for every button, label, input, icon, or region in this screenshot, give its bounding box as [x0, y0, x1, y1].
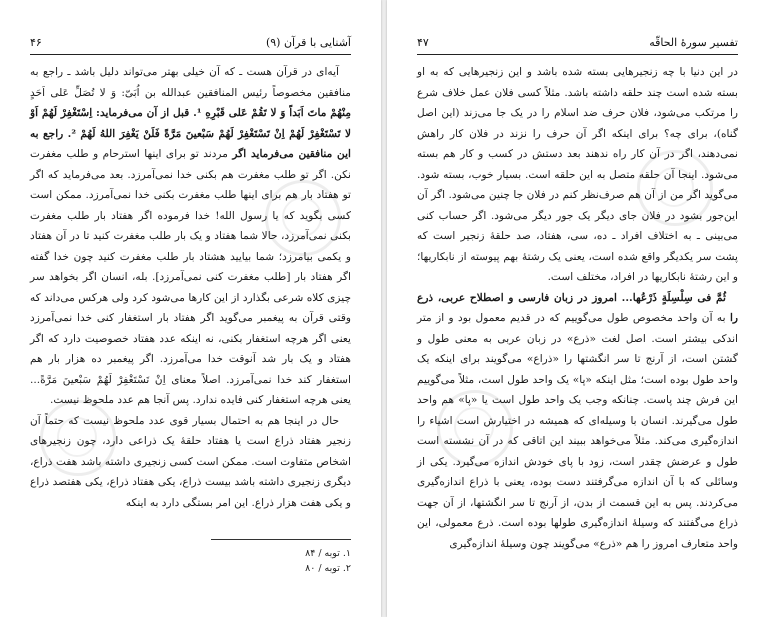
- paragraph: [30, 62, 351, 411]
- text-line: است که پشت سر یکدیگر واقع شده است، یعنی یک رشتهٔ بهم پیوسته از: [417, 230, 739, 263]
- running-title: تفسیر سورهٔ الحاقّه: [649, 36, 738, 49]
- text-line: حال در اینجا هم به احتمال بسیار قوی عدد ملحوظ نیست که حتماً: [44, 414, 339, 427]
- text-line: طول می‌گیرند. انسان با وسیله‌ای که همیشه در اختیارش است اشیاء را: [417, 414, 738, 427]
- text-line: شود. می‌گوید اگر من از آن هم صرف‌نظر کنم در فلان جا چنین می‌شود. اگر: [417, 168, 738, 201]
- text-line: فرش چند پاست. چنانکه وجب یک واحد طول است یا «پا» هم واحد: [417, 394, 720, 406]
- footnote: ۱. توبه / ۸۴: [305, 548, 351, 559]
- text-line: نابکاریها؛ و این رشتهٔ نابکاریها در افراد، مختلف است.: [417, 250, 738, 283]
- text-line: هفت ذراع، دیگری زنجیری داشته باشد بیست ذراع، یکی هفتاد ذراع،: [30, 455, 351, 488]
- page-number: ۴۶: [30, 36, 42, 49]
- footnote: ۲. توبه / ۸۰: [305, 563, 351, 574]
- text-line: وسائلی که با آن اندازه می‌گرفتند دست بوده، یعنی با ذراع اندازه‌گیری: [417, 476, 738, 488]
- footnote-divider: [211, 539, 351, 540]
- page-number: ۴۷: [417, 36, 429, 49]
- page-body: [30, 62, 351, 513]
- page-header: [30, 36, 351, 55]
- right-page: [387, 0, 768, 617]
- page-header: [417, 36, 738, 55]
- text-line: ثُمَّ فی سِلْسِلَةٍ ذَرْعُها... امروز در زبان فارسی و اصطلاح عربی، ذرع را: [417, 291, 738, 324]
- text-line: بسته می‌شود. اینجا آن حلقه متصل به این حلقه است. بسیار خوب، بسته: [417, 148, 738, 181]
- text-line: طلب مغفرت بکنی خدا نمی‌آمرزد. ممکن است کسی بگوید که یا رسول: [30, 189, 351, 222]
- text-line: مِنْهُمْ ماتَ اَبَداً وَ لا تَقُمْ عَلی قَبْرِهِ ¹. قبل از آن می‌فرماید: اِسْتَغْفِرْ لَهُمْ اَوْ لا تَسْتَغْفِرْ لَهُمْ اِنْ: [30, 107, 352, 140]
- text-line: زنجیرهای اشخاص متفاوت است. ممکن است کسی زنجیری داشته باشد: [30, 435, 351, 468]
- text-line: آیه‌ای در قرآن هست ـ که آن خیلی بهتر می‌تواند دلیل باشد ـ راجع: [42, 66, 339, 78]
- text-line: یکی هفتصد ذراع و یکی هفت هزار ذراع. این امر بستگی دارد به اینکه: [30, 476, 351, 509]
- text-line: است، از آرنج تا سر انگشتها را «ذراع» می‌گویند برای اینکه یک واحد: [417, 353, 739, 386]
- text-line: آن زنجیر هفتاد ذراع است یا هفتاد حلقهٔ یک ذراعی دارد، چون: [30, 414, 351, 447]
- text-line: هفتاد و یک بار طلب مغفرت کنید تا در آن هفتاد و یکمی بیامرزد؛ شما: [30, 230, 351, 263]
- text-line: استغفار بکنی، نه اینکه عدد هفتاد خصوصیت دارد که اگر هفتاد و یک: [30, 332, 351, 365]
- text-line: تَسْتَغْفِرْ لَهُمْ سَبْعینَ مَرَّةً فَلَنْ یَغْفِرَ اللهُ لَهُمْ ². راجع به این منافقین می‌فرماید اگر: [30, 127, 351, 160]
- text-line: الله! خدا فرموده اگر هفتاد بار طلب مغفرت بکنی نمی‌آمرزد، حالا شما: [30, 209, 352, 242]
- text-line: به آن واحد مخصوص طول می‌گوییم که در قدیم معمول بود و از متر: [417, 312, 726, 324]
- left-page: [0, 0, 381, 617]
- footnotes: [30, 539, 351, 576]
- text-line: پیغمبر می‌گوید اگر هفتاد بار استغفار کنی خدا نمی‌آمرزد یعنی اگر هرچه: [30, 312, 351, 345]
- text-line: واحد متعارف امروز را هم «ذرع» می‌گویند چون وسیلهٔ اندازه‌گیری: [449, 537, 738, 550]
- text-line: کنی فایده ندارد. پس آنجا هم عدد ملحوظ نیست.: [49, 394, 264, 406]
- text-line: بیایید هشتاد بار طلب مغفرت کنید چون خدا گفته اگر هفتاد بار [طلب: [30, 250, 351, 283]
- text-line: حساب کنی می‌بینی ـ به اختلاف افراد ـ ده، سی، هفتاد، صد حلقهٔ زنجیر: [417, 209, 738, 242]
- text-line: بسته شده است چند حلقه داشته باشد. مثلاً کسی فلان عمل خلاف شرع: [417, 86, 738, 99]
- text-line: آن این‌جور بشود در فلان جای دیگر یک جور دیگر می‌شود. اگر: [417, 189, 738, 222]
- text-line: بار شد آنوقت خدا می‌آمرزد. اگر پیغمبر ده هزار بار هم استغفار کند خدا: [30, 353, 351, 386]
- text-line: بگذارد از این کارها می‌شود کرد ولی هرکس می‌داند که وقتی قرآن به: [30, 291, 351, 324]
- text-line: را مرتکب می‌شود، فلان حرف ضد اسلام را در یک جا می‌زند (این: [441, 107, 738, 119]
- text-line: اصل گناه)، برای چه؟ برای اینکه اگر آن حرف را نزند در فلان کار: [417, 107, 738, 140]
- page-body: [417, 62, 738, 554]
- text-line: مغفرت کنی نمی‌آمرزد]. بله، انسان اگر بخواهد سر چیزی کلاه شرعی: [30, 271, 351, 304]
- text-line: طول و عرضش چقدر است، زود با پای خودش اندازه می‌گیرد. یکی از: [417, 455, 738, 468]
- text-line: راهش نمی‌دهند، اگر در آن کار راه ندهند بعد دستش در کسب و کار هم: [417, 127, 738, 160]
- text-line: نمی‌آمرزد. اصلاً معنای اِنْ تَسْتَغْفِرْ لَهُمْ سَبْعینَ مَرَّةً... یعنی هرچه استغفار: [30, 373, 351, 406]
- paragraph: [417, 62, 738, 288]
- text-line: به منافقین مخصوصاً رئیس المنافقین عبدالله بن اُبَیّ: وَ لا تُصَلِّ عَلی اَحَدٍ: [30, 66, 351, 99]
- text-line: در این دنیا با چه زنجیرهایی بسته شده باشد و این زنجیرهایی که به او: [417, 66, 738, 78]
- running-title: آشنایی با قرآن (۹): [265, 36, 351, 49]
- text-line: ذراع می‌گفتند که وسیلهٔ اندازه‌گیری طولها بوده است. ذرع معمولی، این: [417, 517, 738, 529]
- text-line: اندازه‌گیری می‌کند. مثلاً می‌خواهد ببیند این اتاقی که در آن نشسته است: [417, 435, 738, 447]
- text-line: طول بوده است؛ مثل اینکه «پا» یک واحد طول است، مثلاً می‌گوییم این: [417, 373, 738, 406]
- text-line: می‌کردند. پس به این قسمت از بدن، از آرنج تا سر انگشتها، از آن جهت: [417, 496, 738, 509]
- text-line: هم بکنی خدا نمی‌آمرزد. بعد می‌فرماید که اگر تو هفتاد بار هم برای اینها: [30, 168, 351, 201]
- paragraph: [30, 411, 351, 514]
- text-line: مردند تو برای اینها استرحام و طلب مغفرت نکن. اگر تو طلب مغفرت: [30, 148, 351, 181]
- text-line: اندکی بیشتر است. اصل لغت «ذرع» در زبان عربی به معنی طول و گشتن: [417, 332, 738, 365]
- paragraph: [417, 288, 738, 555]
